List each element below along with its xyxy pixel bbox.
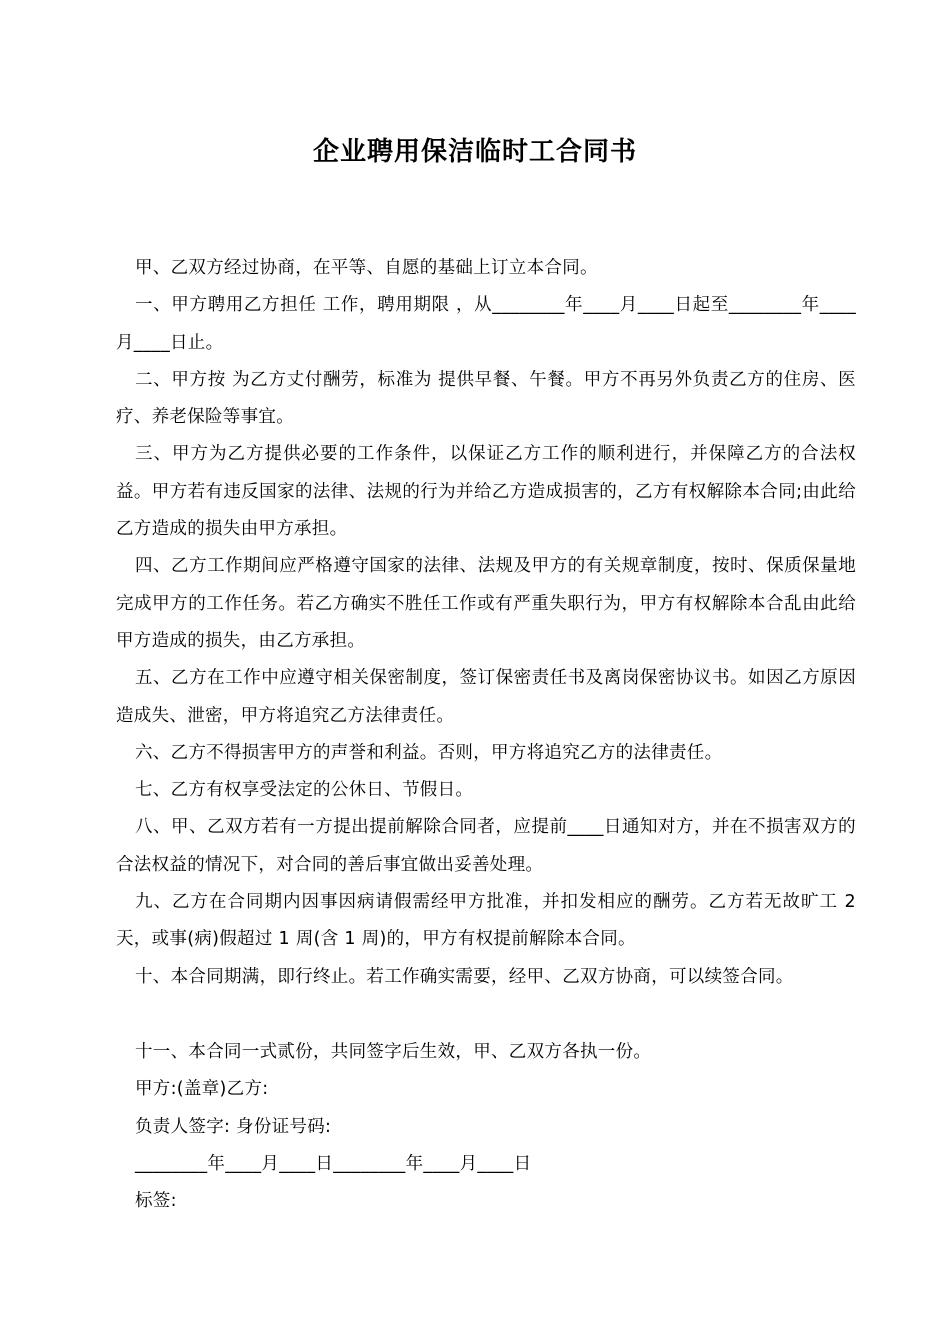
paragraph-preamble: 甲、乙双方经过协商，在平等、自愿的基础上订立本合同。 [135, 258, 598, 278]
signature-parties-line: 甲方:(盖章)乙方: [135, 1079, 269, 1100]
paragraph-clause-6: 六、乙方不得损害甲方的声誉和利益。否则，甲方将追究乙方的法律责任。 [135, 742, 723, 763]
paragraph-clause-7: 七、乙方有权享受法定的公休日、节假日。 [135, 780, 474, 801]
paragraph-clause-10: 十、本合同期满，即行终止。若工作确实需要，经甲、乙双方协商，可以续签合同。 [135, 966, 794, 987]
paragraph-clause-5: 五、乙方在工作中应遵守相关保密制度，签订保密责任书及离岗保密协议书。如因乙方原因造成失、泄密，甲方将追究乙方法律责任。 [116, 668, 856, 726]
signature-responsible-line: 负责人签字: 身份证号码: [135, 1116, 332, 1137]
paragraph-spacer [116, 996, 856, 1034]
document-title: 企业聘用保洁临时工合同书 [312, 137, 637, 167]
paragraph-clause-9: 九、乙方在合同期内因事因病请假需经甲方批准，并扣发相应的酬劳。乙方若无故旷工 2 天，或事(病)假超过 1 周(含 1 周)的，甲方有权提前解除本合同。 [116, 892, 862, 950]
paragraph-clause-3: 三、甲方为乙方提供必要的工作条件，以保证乙方工作的顺利进行，并保障乙方的合法权益。甲方若有违反国家的法律、法规的行为并给乙方造成损害的，乙方有权解除本合同;由此给乙方造成的损失由甲方承担。 [116, 444, 856, 540]
signature-date-line: ________年____月____日________年____月____日 [135, 1153, 532, 1174]
paragraph-clause-8: 八、甲、乙双方若有一方提出提前解除合同者，应提前____日通知对方，并在不损害双方的合法权益的情况下，对合同的善后事宜做出妥善处理。 [116, 817, 856, 875]
paragraph-clause-11: 十一、本合同一式贰份，共同签字后生效，甲、乙双方各执一份。 [135, 1041, 652, 1062]
paragraph-clause-4: 四、乙方工作期间应严格遵守国家的法律、法规及甲方的有关规章制度，按时、保质保量地完成甲方的工作任务。若乙方确实不胜任工作或有严重失职行为，甲方有权解除本合乱由此给甲方造成的损失，由乙方承担。 [116, 556, 856, 651]
paragraph-clause-1: 一、甲方聘用乙方担任 工作，聘用期限 ，从________年____月____日起至________年____月____日止。 [116, 295, 856, 353]
signature-tag-line: 标签: [135, 1191, 177, 1212]
paragraph-clause-2: 二、甲方按 为乙方丈付酬劳，标准为 提供早餐、午餐。甲方不再另外负责乙方的住房、医疗、养老保险等事宜。 [116, 369, 856, 428]
document-body [116, 250, 862, 1220]
